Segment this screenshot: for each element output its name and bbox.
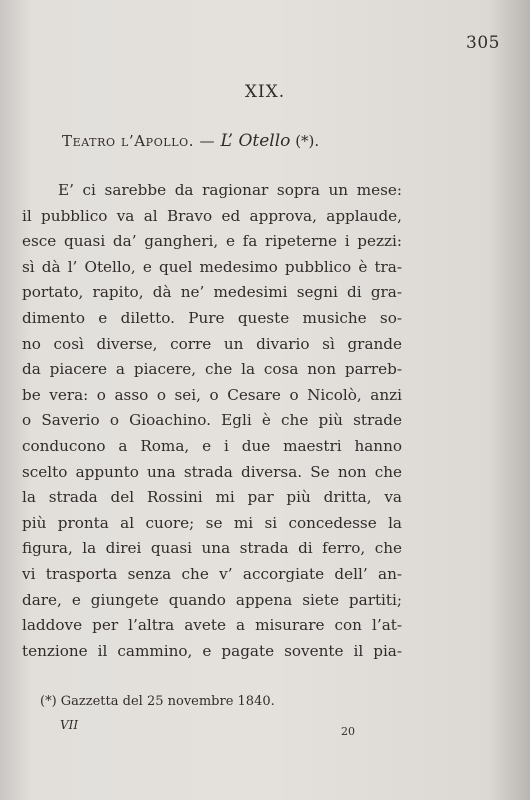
text-line: da piacere a piacere, che la cosa non parreb- <box>22 360 402 379</box>
text-line: vi trasporta senza che v’ accorgiate dell’ an- <box>22 564 402 583</box>
text-line: dare, e giungete quando appena siete partiti; <box>22 590 402 609</box>
text-line: be vera: o asso o sei, o Cesare o Nicolò, anzi <box>22 385 402 404</box>
chapter-title <box>62 131 319 151</box>
text-line: esce quasi da’ gangheri, e fa ripeterne i pezzi: <box>22 232 402 251</box>
chapter-numeral: XIX. <box>244 82 286 102</box>
text-line: portato, rapito, dà ne’ medesimi segni di gra- <box>22 283 402 302</box>
text-line: scelto appunto una strada diversa. Se non che <box>22 462 402 481</box>
text-line: tenzione il cammino, e pagate sovente il pia- <box>22 641 402 660</box>
sheet-number: 20 <box>341 725 355 738</box>
text-line: conducono a Roma, e i due maestri hanno <box>22 436 402 455</box>
text-line: dimento e diletto. Pure queste musiche so- <box>22 308 402 327</box>
text-line: no così diverse, corre un divario sì grande <box>22 334 402 353</box>
text-line: E’ ci sarebbe da ragionar sopra un mese: <box>58 181 402 199</box>
text-line: laddove per l’altra avete a misurare con l’at- <box>22 616 402 635</box>
text-line: figura, la direi quasi una strada di ferro, che <box>22 539 402 558</box>
text-line: la strada del Rossini mi par più dritta, va <box>22 488 402 507</box>
text-line: più pronta al cuore; se mi si concedesse la <box>22 513 402 532</box>
chapter-title-note: (*). <box>290 132 320 150</box>
chapter-title-prefix: Teatro l’Apollo. — <box>62 132 221 150</box>
text-line: sì dà l’ Otello, e quel medesimo pubblico è tra- <box>22 257 402 276</box>
page-number: 305 <box>466 33 500 53</box>
text-line: o Saverio o Gioachino. Egli è che più strade <box>22 411 402 430</box>
chapter-title-work: L’ Otello <box>220 131 291 151</box>
signature-mark: VII <box>60 718 79 732</box>
footnote: (*) Gazzetta del 25 novembre 1840. <box>40 694 275 709</box>
body-text <box>22 178 402 664</box>
text-line: il pubblico va al Bravo ed approva, applaude, <box>22 206 402 225</box>
